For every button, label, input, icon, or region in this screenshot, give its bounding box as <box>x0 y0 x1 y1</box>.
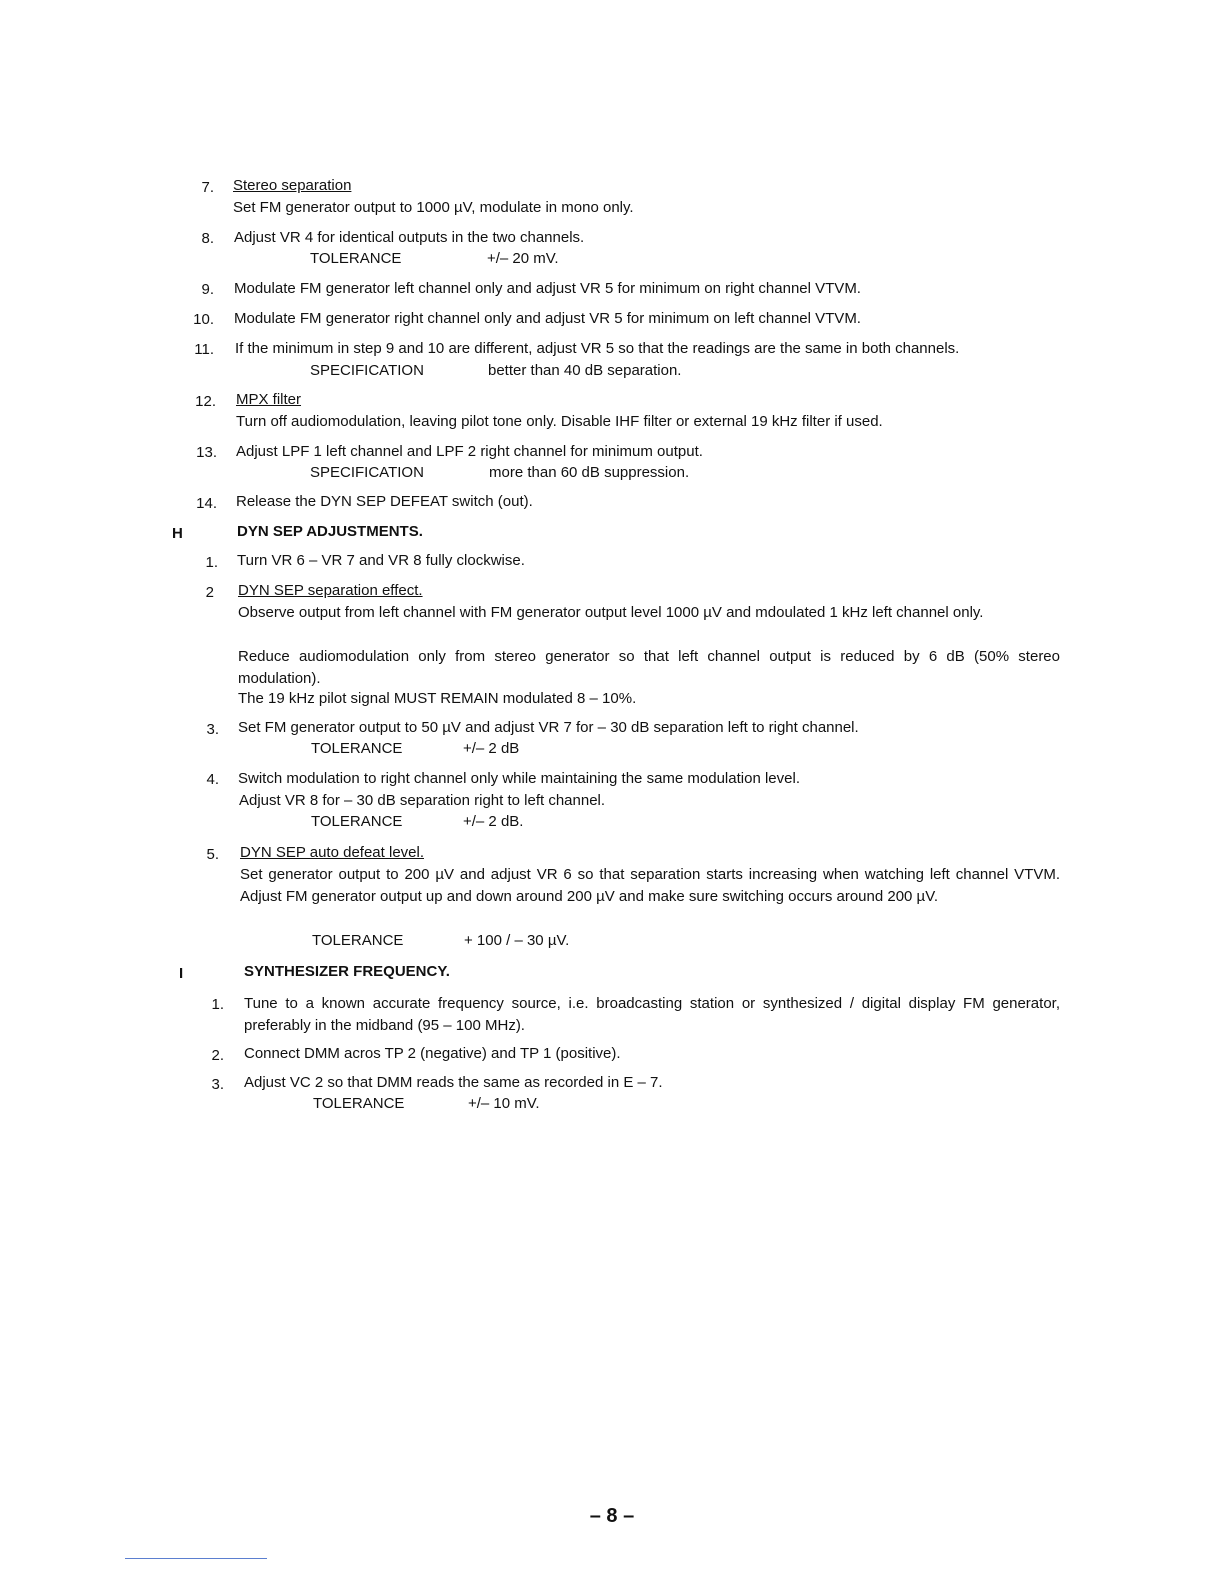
step-paragraph: Set generator output to 200 µV and adjust VR 6 so that separation starts increasing when watching left channel VTVM. Adjust FM generator output up and down around 200 µV and make sure switching occurs around 200 µV. <box>240 866 1060 905</box>
spec-value: better than 40 dB separation. <box>488 362 682 379</box>
step-number: 5. <box>206 846 219 863</box>
step-number: 3. <box>206 721 219 738</box>
step-title: Stereo separation <box>233 177 352 194</box>
spec-label: SPECIFICATION <box>310 464 424 481</box>
step-paragraph: Observe output from left channel with FM generator output level 1000 µV and mdoulated 1 kHz left channel only. <box>238 604 984 621</box>
step-title: DYN SEP separation effect. <box>238 582 423 599</box>
step-number: 2 <box>205 584 214 601</box>
spec-value: +/– 2 dB <box>463 740 520 757</box>
step-number: 2. <box>211 1047 224 1064</box>
step-text: If the minimum in step 9 and 10 are different, adjust VR 5 so that the readings are the same in both channels. <box>235 340 960 357</box>
step-number: 12. <box>195 393 216 410</box>
step-paragraph: The 19 kHz pilot signal MUST REMAIN modulated 8 – 10%. <box>238 690 637 707</box>
spec-value: +/– 10 mV. <box>468 1095 540 1112</box>
section-title: DYN SEP ADJUSTMENTS. <box>237 523 423 540</box>
section-letter: I <box>179 965 184 982</box>
step-text: Turn VR 6 – VR 7 and VR 8 fully clockwise. <box>237 552 525 569</box>
spec-label: TOLERANCE <box>312 932 404 949</box>
page-number: – 8 – <box>589 1505 635 1527</box>
step-text: Adjust VR 4 for identical outputs in the two channels. <box>234 229 585 246</box>
step-text: Set FM generator output to 50 µV and adjust VR 7 for – 30 dB separation left to right channel. <box>238 719 859 736</box>
step-text: Set FM generator output to 1000 µV, modulate in mono only. <box>233 199 634 216</box>
section-title: SYNTHESIZER FREQUENCY. <box>244 963 450 980</box>
step-paragraph: Tune to a known accurate frequency source, i.e. broadcasting station or synthesized / digital display FM generator, preferably in the midband (95 – 100 MHz). <box>244 995 1060 1034</box>
step-text: Modulate FM generator right channel only and adjust VR 5 for minimum on left channel VTVM. <box>234 310 861 327</box>
step-number: 13. <box>196 444 217 461</box>
step-text: Adjust VR 8 for – 30 dB separation right to left channel. <box>239 792 606 809</box>
step-number: 4. <box>206 771 219 788</box>
step-number: 11. <box>194 341 214 358</box>
step-text: Adjust VC 2 so that DMM reads the same as recorded in E – 7. <box>244 1074 663 1091</box>
step-number: 9. <box>201 281 214 298</box>
section-letter: H <box>172 525 183 542</box>
spec-label: TOLERANCE <box>310 250 402 267</box>
step-number: 7. <box>201 179 214 196</box>
step-text: Release the DYN SEP DEFEAT switch (out). <box>236 493 533 510</box>
spec-label: TOLERANCE <box>311 813 403 830</box>
spec-value: +/– 20 mV. <box>487 250 559 267</box>
step-text: Modulate FM generator left channel only and adjust VR 5 for minimum on right channel VTVM. <box>234 280 861 297</box>
step-number: 14. <box>196 495 217 512</box>
spec-value: + 100 / – 30 µV. <box>464 932 570 949</box>
step-title: MPX filter <box>236 391 302 408</box>
step-title: DYN SEP auto defeat level. <box>240 844 424 861</box>
step-number: 3. <box>211 1076 224 1093</box>
step-text: Switch modulation to right channel only while maintaining the same modulation level. <box>238 770 800 787</box>
spec-label: SPECIFICATION <box>310 362 424 379</box>
step-text: Adjust LPF 1 left channel and LPF 2 right channel for minimum output. <box>236 443 703 460</box>
step-paragraph: Reduce audiomodulation only from stereo generator so that left channel output is reduced by 6 dB (50% stereo modulation). <box>238 648 1060 687</box>
step-text: Turn off audiomodulation, leaving pilot tone only. Disable IHF filter or external 19 kHz filter if used. <box>236 413 883 430</box>
step-number: 1. <box>205 554 218 571</box>
step-number: 8. <box>201 230 214 247</box>
step-text: Connect DMM acros TP 2 (negative) and TP 1 (positive). <box>244 1045 621 1062</box>
spec-label: TOLERANCE <box>313 1095 405 1112</box>
step-number: 10. <box>193 311 214 328</box>
bottom-rule <box>125 1558 267 1559</box>
step-number: 1. <box>211 996 224 1013</box>
spec-label: TOLERANCE <box>311 740 403 757</box>
spec-value: more than 60 dB suppression. <box>489 464 690 481</box>
spec-value: +/– 2 dB. <box>463 813 524 830</box>
